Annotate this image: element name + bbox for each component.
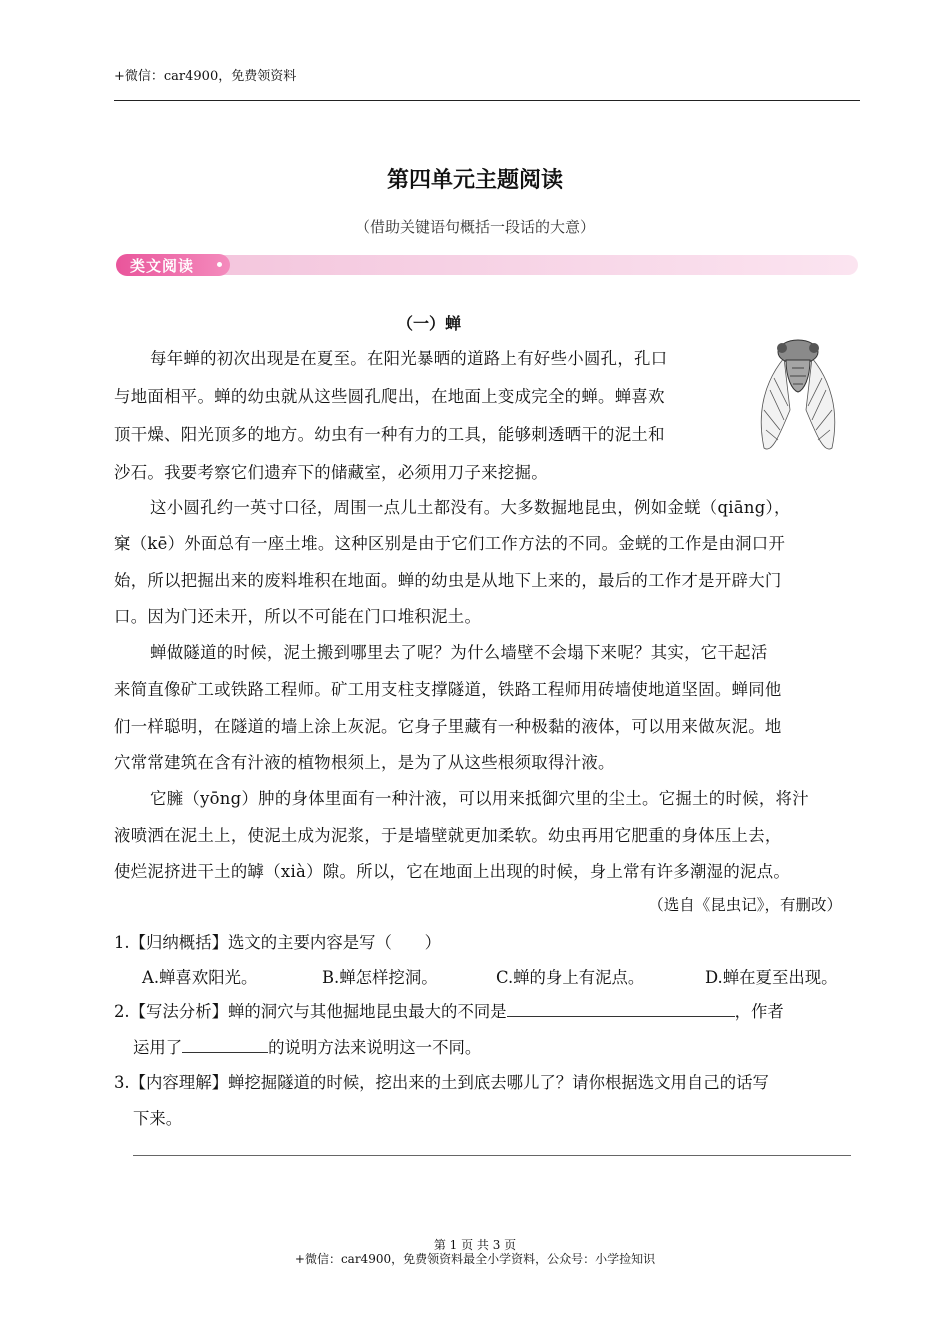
page-subtitle: （借助关键语句概括一段话的大意） [354,218,595,236]
passage-line: 它臃（yōng）肿的身体里面有一种汁液，可以用来抵御穴里的尘土。它掘土的时候，将汁 [150,789,809,808]
passage-line: 与地面相平。蝉的幼虫就从这些圆孔爬出，在地面上变成完全的蝉。蝉喜欢 [114,387,665,406]
option-a[interactable]: A.蝉喜欢阳光。 [142,968,258,987]
answer-line[interactable] [133,1155,851,1156]
question-1: 1.【归纳概括】选文的主要内容是写（ ） [114,933,442,952]
dot-icon [217,262,222,267]
passage-line: 窠（kē）外面总有一座土堆。这种区别是由于它们工作方法的不同。金蜣的工作是由洞口开 [114,534,786,553]
passage-line: 口。因为门还未开，所以不可能在门口堆积泥土。 [114,607,482,626]
section-label: 类文阅读 [130,257,195,275]
passage-line: 们一样聪明，在隧道的墙上涂上灰泥。它身子里藏有一种极黏的液体，可以用来做灰泥。地 [114,717,782,736]
answer-blank[interactable] [507,1000,735,1017]
passage-line: 每年蝉的初次出现是在夏至。在阳光暴晒的道路上有好些小圆孔，孔口 [150,349,668,368]
question-2 [114,998,784,1022]
question-2-continued [133,1034,481,1058]
passage-line: 蝉做隧道的时候，泥土搬到哪里去了呢？为什么墙壁不会塌下来呢？其实，它干起活 [150,643,768,662]
passage-line: 使烂泥挤进干土的罅（xià）隙。所以，它在地面上出现的时候，身上常有许多潮湿的泥点。 [114,862,791,881]
option-d[interactable]: D.蝉在夏至出现。 [705,968,838,987]
passage-source: （选自《昆虫记》，有删改） [648,896,842,914]
section-banner [116,254,858,276]
question-3-continued: 下来。 [133,1109,183,1128]
option-b[interactable]: B.蝉怎样挖洞。 [322,968,438,987]
footer-note: +微信：car4900，免费领资料最全小学资料，公众号：小学捡知识 [294,1252,656,1266]
passage-line: 沙石。我要考察它们遗弃下的储藏室，必须用刀子来挖掘。 [114,463,548,482]
question-2-text: ，作者 [734,1002,784,1021]
answer-blank[interactable] [182,1036,268,1053]
header-divider [114,100,860,101]
option-c[interactable]: C.蝉的身上有泥点。 [496,968,645,987]
passage-line: 始，所以把掘出来的废料堆积在地面。蝉的幼虫是从地下上来的，最后的工作才是开辟大门 [114,571,782,590]
passage-line: 来简直像矿工或铁路工程师。矿工用支柱支撑隧道，铁路工程师用砖墙使地道坚固。蝉同他 [114,680,782,699]
passage-title: （一）蝉 [396,314,461,333]
question-2-text: 运用了 [133,1038,183,1057]
cicada-illustration [750,330,846,460]
page-number: 第 1 页 共 3 页 [433,1238,517,1252]
page-title: 第四单元主题阅读 [386,168,563,193]
passage-line: 顶干燥、阳光顶多的地方。幼虫有一种有力的工具，能够刺透晒干的泥土和 [114,425,665,444]
question-3: 3.【内容理解】蝉挖掘隧道的时候，挖出来的土到底去哪儿了？请你根据选文用自己的话写 [114,1073,769,1092]
header-note: +微信：car4900，免费领资料 [114,69,297,84]
question-2-text: 2.【写法分析】蝉的洞穴与其他掘地昆虫最大的不同是 [114,1002,507,1021]
passage-line: 穴常常建筑在含有汁液的植物根须上，是为了从这些根须取得汁液。 [114,753,615,772]
section-banner-track [176,255,858,275]
passage-line: 液喷洒在泥土上，使泥土成为泥浆，于是墙壁就更加柔软。幼虫再用它肥重的身体压上去， [114,826,782,845]
question-2-text: 的说明方法来说明这一不同。 [268,1038,482,1057]
passage-line: 这小圆孔约一英寸口径，周围一点儿土都没有。大多数掘地昆虫，例如金蜣（qiāng）， [150,498,791,517]
